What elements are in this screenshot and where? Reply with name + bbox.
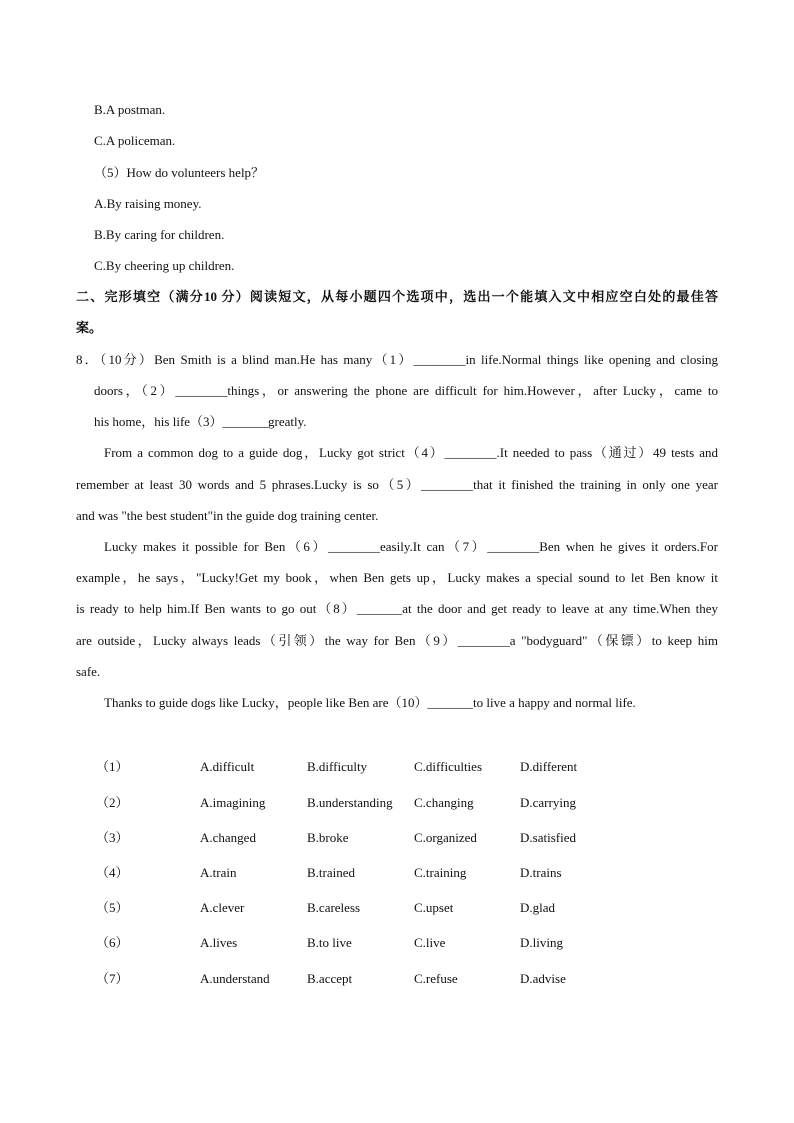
option-c: C.training <box>414 865 467 880</box>
option-b: B.trained <box>307 865 356 880</box>
section-heading: 二、完形填空（满分10 分）阅读短文，从每小题四个选项中，选出一个能填入文中相应空白处的最佳答 <box>76 289 718 304</box>
passage-line: 8．（10分）Ben Smith is a blind man.He has many（1）________in life.Normal things like opening and closing <box>76 352 718 367</box>
option-a: A.train <box>200 865 237 880</box>
option-c: C.upset <box>414 900 454 915</box>
option-b: B.accept <box>307 971 353 986</box>
option-a: A.imagining <box>200 795 266 810</box>
prev-option-b: B.A postman. <box>94 102 166 117</box>
option-c: C.changing <box>414 795 474 810</box>
option-b: B.understanding <box>307 795 393 810</box>
option-number: （5） <box>96 900 129 915</box>
passage-line: example，he says，"Lucky!Get my book，when Ben gets up，Lucky makes a special sound to let Ben know it <box>76 570 718 585</box>
option-b: B.careless <box>307 900 361 915</box>
option-number: （7） <box>96 971 129 986</box>
passage-line: his home，his life（3）_______greatly. <box>94 414 307 429</box>
passage-line: Lucky makes it possible for Ben（6）________easily.It can（7）________Ben when he gives it orders.For <box>104 539 718 554</box>
prev-q5-option-a: A.By raising money. <box>94 196 202 211</box>
option-d: D.different <box>520 759 578 774</box>
option-c: C.organized <box>414 830 477 845</box>
option-d: D.trains <box>520 865 562 880</box>
passage-line: safe. <box>76 664 101 679</box>
section-heading-cont: 案。 <box>76 320 103 335</box>
option-c: C.difficulties <box>414 759 483 774</box>
option-b: B.broke <box>307 830 349 845</box>
passage-line: From a common dog to a guide dog，Lucky got strict（4）________.It needed to pass（通过）49 tests and <box>104 445 718 460</box>
prev-q5-option-b: B.By caring for children. <box>94 227 225 242</box>
option-d: D.satisfied <box>520 830 576 845</box>
prev-option-c: C.A policeman. <box>94 133 176 148</box>
option-a: A.lives <box>200 935 238 950</box>
option-number: （2） <box>96 795 129 810</box>
option-a: A.difficult <box>200 759 255 774</box>
option-d: D.glad <box>520 900 556 915</box>
passage-line: remember at least 30 words and 5 phrases.Lucky is so（5）________that it finished the training in only one year <box>76 477 718 492</box>
option-b: B.to live <box>307 935 352 950</box>
prev-question-5: （5）How do volunteers help？ <box>94 165 265 180</box>
option-c: C.live <box>414 935 446 950</box>
option-d: D.advise <box>520 971 566 986</box>
option-d: D.living <box>520 935 563 950</box>
option-a: A.clever <box>200 900 245 915</box>
option-number: （4） <box>96 865 129 880</box>
passage-line: are outside，Lucky always leads（引领）the way for Ben（9）________a "bodyguard"（保镖）to keep him <box>76 633 718 648</box>
option-number: （3） <box>96 830 129 845</box>
option-c: C.refuse <box>414 971 458 986</box>
prev-q5-option-c: C.By cheering up children. <box>94 258 235 273</box>
passage-line: is ready to help him.If Ben wants to go out（8）_______at the door and get ready to leave at any time.When they <box>76 601 718 616</box>
option-a: A.understand <box>200 971 270 986</box>
option-a: A.changed <box>200 830 256 845</box>
option-d: D.carrying <box>520 795 576 810</box>
option-b: B.difficulty <box>307 759 368 774</box>
option-number: （6） <box>96 935 129 950</box>
passage-line: doors，（2）________things，or answering the phone are difficult for him.However，after Lucky，came to <box>94 383 718 398</box>
passage-line: Thanks to guide dogs like Lucky，people like Ben are（10）_______to live a happy and normal life. <box>104 695 636 710</box>
passage-line: and was "the best student"in the guide dog training center. <box>76 508 379 523</box>
option-number: （1） <box>96 759 129 774</box>
